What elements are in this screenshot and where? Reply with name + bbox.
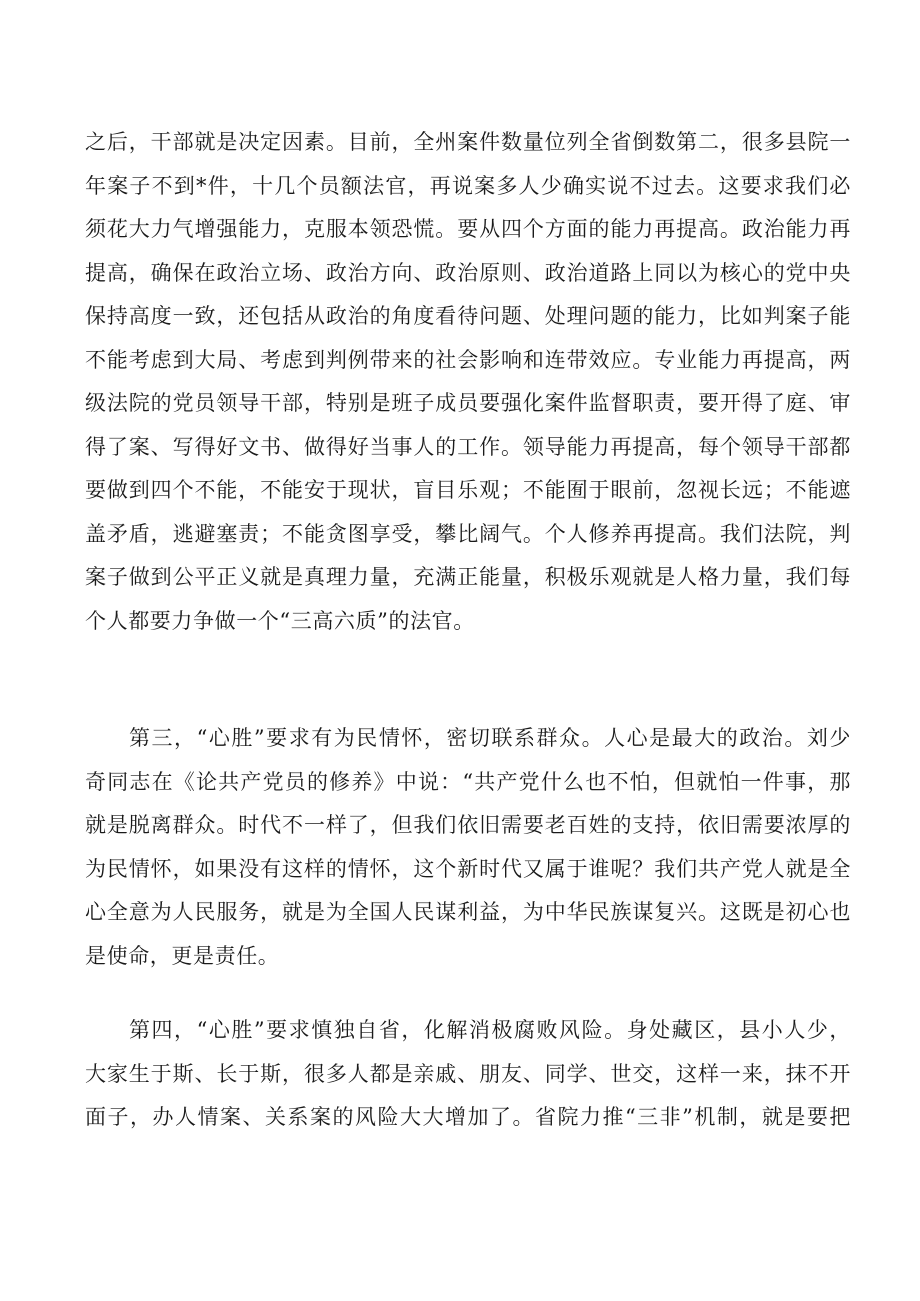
text-line: 就是脱离群众。时代不一样了，但我们依旧需要老百姓的支持，依旧需要浓厚的 (85, 813, 851, 837)
text-line: 大家生于斯、长于斯，很多人都是亲戚、朋友、同学、世交，这样一来，抹不开 (85, 1061, 851, 1086)
text-line: 须花大力气增强能力，克服本领恐慌。要从四个方面的能力再提高。政治能力再 (85, 217, 851, 241)
text-line: 第三，“心胜”要求有为民情怀，密切联系群众。人心是最大的政治。刘少 (129, 726, 851, 750)
text-line: 心全意为人民服务，就是为全国人民谋利益，为中华民族谋复兴。这既是初心也 (85, 900, 851, 924)
text-line: 个人都要力争做一个“三高六质”的法官。 (85, 608, 475, 633)
paragraph-self-discipline (85, 1009, 851, 1140)
text-line: 盖矛盾，逃避塞责；不能贪图享受，攀比阔气。个人修养再提高。我们法院，判 (85, 521, 851, 546)
text-line: 案子做到公平正义就是真理力量，充满正能量，积极乐观就是人格力量，我们每 (85, 565, 851, 589)
text-line: 为民情怀，如果没有这样的情怀，这个新时代又属于谁呢？我们共产党人就是全 (85, 856, 851, 881)
paragraph-cadre-capability (85, 121, 851, 643)
text-line: 级法院的党员领导干部，特别是班子成员要强化案件监督职责，要开得了庭、审 (85, 391, 851, 415)
text-line: 第四，“心胜”要求慎独自省，化解消极腐败风险。身处藏区，县小人少， (129, 1018, 851, 1042)
text-line: 保持高度一致，还包括从政治的角度看待问题、处理问题的能力，比如判案子能 (85, 304, 851, 328)
text-line: 之后，干部就是决定因素。目前，全州案件数量位列全省倒数第二，很多县院一 (85, 130, 851, 154)
text-line: 是使命，更是责任。 (85, 943, 280, 968)
text-line: 要做到四个不能，不能安于现状，盲目乐观；不能囿于眼前，忽视长远；不能遮 (85, 478, 851, 502)
text-line: 提高，确保在政治立场、政治方向、政治原则、政治道路上同以为核心的党中央 (85, 260, 851, 285)
text-line: 得了案、写得好文书、做得好当事人的工作。领导能力再提高，每个领导干部都 (85, 434, 851, 459)
text-line: 年案子不到*件，十几个员额法官，再说案多人少确实说不过去。这要求我们必 (85, 173, 851, 198)
text-line: 面子，办人情案、关系案的风险大大增加了。省院力推“三非”机制，就是要把 (85, 1105, 851, 1129)
text-line: 奇同志在《论共产党员的修养》中说：“共产党什么也不怕，但就怕一件事，那 (85, 769, 851, 794)
paragraph-people-sentiment (85, 717, 851, 978)
text-line: 不能考虑到大局、考虑到判例带来的社会影响和连带效应。专业能力再提高，两 (85, 347, 851, 372)
